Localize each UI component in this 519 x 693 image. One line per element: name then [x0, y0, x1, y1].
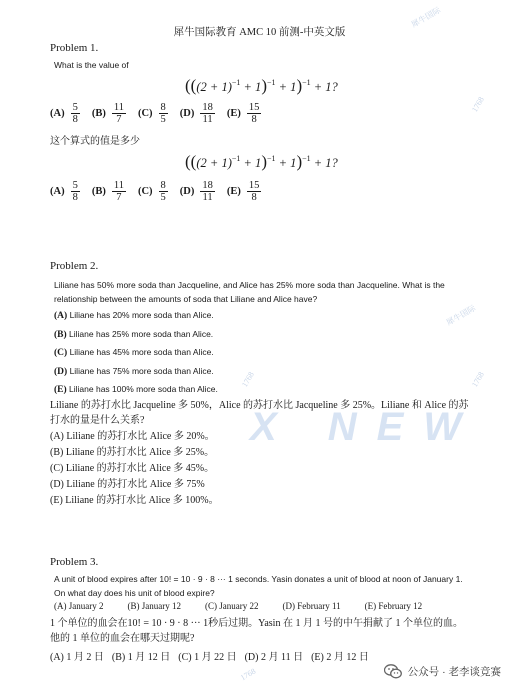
problem-2-options-cn [50, 429, 219, 509]
problem-2-title: Problem 2. [50, 260, 99, 272]
footer-text: 公众号 · 老李谈竞赛 [407, 666, 501, 678]
formula-plus: + 1 [243, 156, 262, 170]
problem-1-title: Problem 1. [50, 42, 99, 54]
problem-2-question-en: Liliane has 50% more soda than Jacqueline, and Alice has 25% more soda than Jacqueline. What is the relationship between the amounts of soda that Liliane and Alice have? [54, 280, 445, 304]
choice-c: (C) $\frac{8}{5}$ [137, 102, 166, 125]
problem-1-choices-cn [50, 180, 273, 203]
problem-2-options-en [54, 307, 218, 400]
watermark-text: 犀牛国际 [444, 303, 478, 328]
formula-plus: + 1 [278, 80, 297, 94]
formula-exponent: −1 [266, 154, 276, 163]
choice-a: (A) $\frac{5}{8}$ [50, 180, 78, 203]
option-cn-e: (E) 2 月 12 日 [311, 652, 369, 663]
option-e: (E) Liliane has 100% more soda than Alice. [54, 384, 218, 395]
option-cn-b: (B) 1 月 12 日 [111, 652, 171, 663]
watermark-text: 1768 [470, 370, 486, 389]
formula-tail: + 1? [313, 156, 338, 170]
problem-1-formula: $(((2 + 1)^{-1} + 1)^{-1} + 1)^{-1} + 1$? [185, 76, 338, 95]
choice-e: (E) $\frac{15}{8}$ [226, 102, 260, 125]
watermark-text: 1768 [240, 370, 256, 389]
problem-3-title: Problem 3. [50, 556, 99, 568]
page-title: 犀牛国际教育 AMC 10 前测-中英文版 [173, 27, 346, 38]
option-cn-b: (B) Liliane 的苏打水比 Alice 多 25%。 [50, 447, 215, 458]
problem-2-question-cn: Liliane 的苏打水比 Jacqueline 多 50%，Alice 的苏打水比 Jacqueline 多 25%。Liliane 和 Alice 的苏打水的量是什么关系? [50, 400, 469, 426]
watermark-text: 犀牛国际 [409, 5, 443, 30]
option-c: (C) January 22 [204, 601, 259, 611]
problem-1-question-cn: 这个算式的值是多少 [50, 136, 140, 147]
formula-plus: + 1 [278, 156, 297, 170]
formula-tail: + 1? [313, 80, 338, 94]
option-b: (B) Liliane has 25% more soda than Alice. [54, 328, 214, 340]
formula-exponent: −1 [302, 78, 311, 87]
formula-exponent: −1 [302, 154, 311, 163]
choice-b: (B) $\frac{11}{7}$ [91, 102, 124, 125]
option-cn-c: (C) Liliane 的苏打水比 Alice 多 45%。 [50, 463, 215, 474]
choice-e: (E) $\frac{15}{8}$ [226, 180, 260, 203]
problem-1-choices-en [50, 102, 273, 125]
choice-a: (A) $\frac{5}{8}$ [50, 102, 78, 125]
choice-d: (D) $\frac{18}{11}$ [179, 180, 213, 203]
watermark-logo: X NEW [250, 405, 482, 449]
option-b: (B) January 12 [127, 601, 181, 611]
option-d: (D) February 11 [282, 601, 341, 611]
option-cn-c: (C) 1 月 22 日 [178, 652, 237, 663]
option-a: (A) Liliane has 20% more soda than Alice. [54, 310, 214, 321]
problem-3-options-cn [50, 648, 369, 663]
formula-exponent: −1 [266, 78, 276, 87]
footer [384, 664, 501, 679]
option-cn-e: (E) Liliane 的苏打水比 Alice 多 100%。 [50, 495, 219, 506]
formula-inner: (2 + 1) [196, 80, 232, 94]
problem-1-question-en: What is the value of [54, 60, 129, 70]
option-cn-d: (D) Liliane 的苏打水比 Alice 多 75% [50, 479, 205, 490]
watermark-text: 1768 [238, 666, 258, 683]
problem-3-options-en [54, 601, 422, 611]
option-cn-a: (A) Liliane 的苏打水比 Alice 多 20%。 [50, 431, 215, 442]
formula-inner: (2 + 1) [196, 156, 232, 170]
choice-b: (B) $\frac{11}{7}$ [91, 180, 124, 203]
choice-d: (D) $\frac{18}{11}$ [179, 102, 213, 125]
watermark-text: 1768 [470, 95, 486, 114]
problem-3-question-en: A unit of blood expires after 10! = 10 · 9 · 8 ··· 1 seconds. Yasin donates a unit of blood at noon of January 1. On what day does his unit of blood expire? [54, 574, 463, 598]
formula-exponent: −1 [231, 154, 241, 163]
problem-1-formula-cn: $(((2 + 1)^{-1} + 1)^{-1} + 1)^{-1} + 1$? [185, 152, 338, 171]
option-cn-d: (D) 2 月 11 日 [244, 652, 304, 663]
option-d: (D) Liliane has 75% more soda than Alice. [54, 365, 214, 377]
option-a: (A) January 2 [54, 601, 104, 611]
option-c: (C) Liliane has 45% more soda than Alice. [54, 347, 214, 358]
choice-c: (C) $\frac{8}{5}$ [137, 180, 166, 203]
option-cn-a: (A) 1 月 2 日 [50, 652, 104, 663]
problem-3-question-cn: 1 个单位的血会在10! = 10 · 9 · 8 ··· 1秒后过期。Yasin 在 1 月 1 号的中午捐献了 1 个单位的血。他的 1 单位的血会在哪天过期呢? [50, 618, 463, 644]
option-e: (E) February 12 [364, 601, 423, 611]
formula-plus: + 1 [243, 80, 262, 94]
formula-exponent: −1 [231, 78, 241, 87]
wechat-icon [384, 664, 402, 679]
